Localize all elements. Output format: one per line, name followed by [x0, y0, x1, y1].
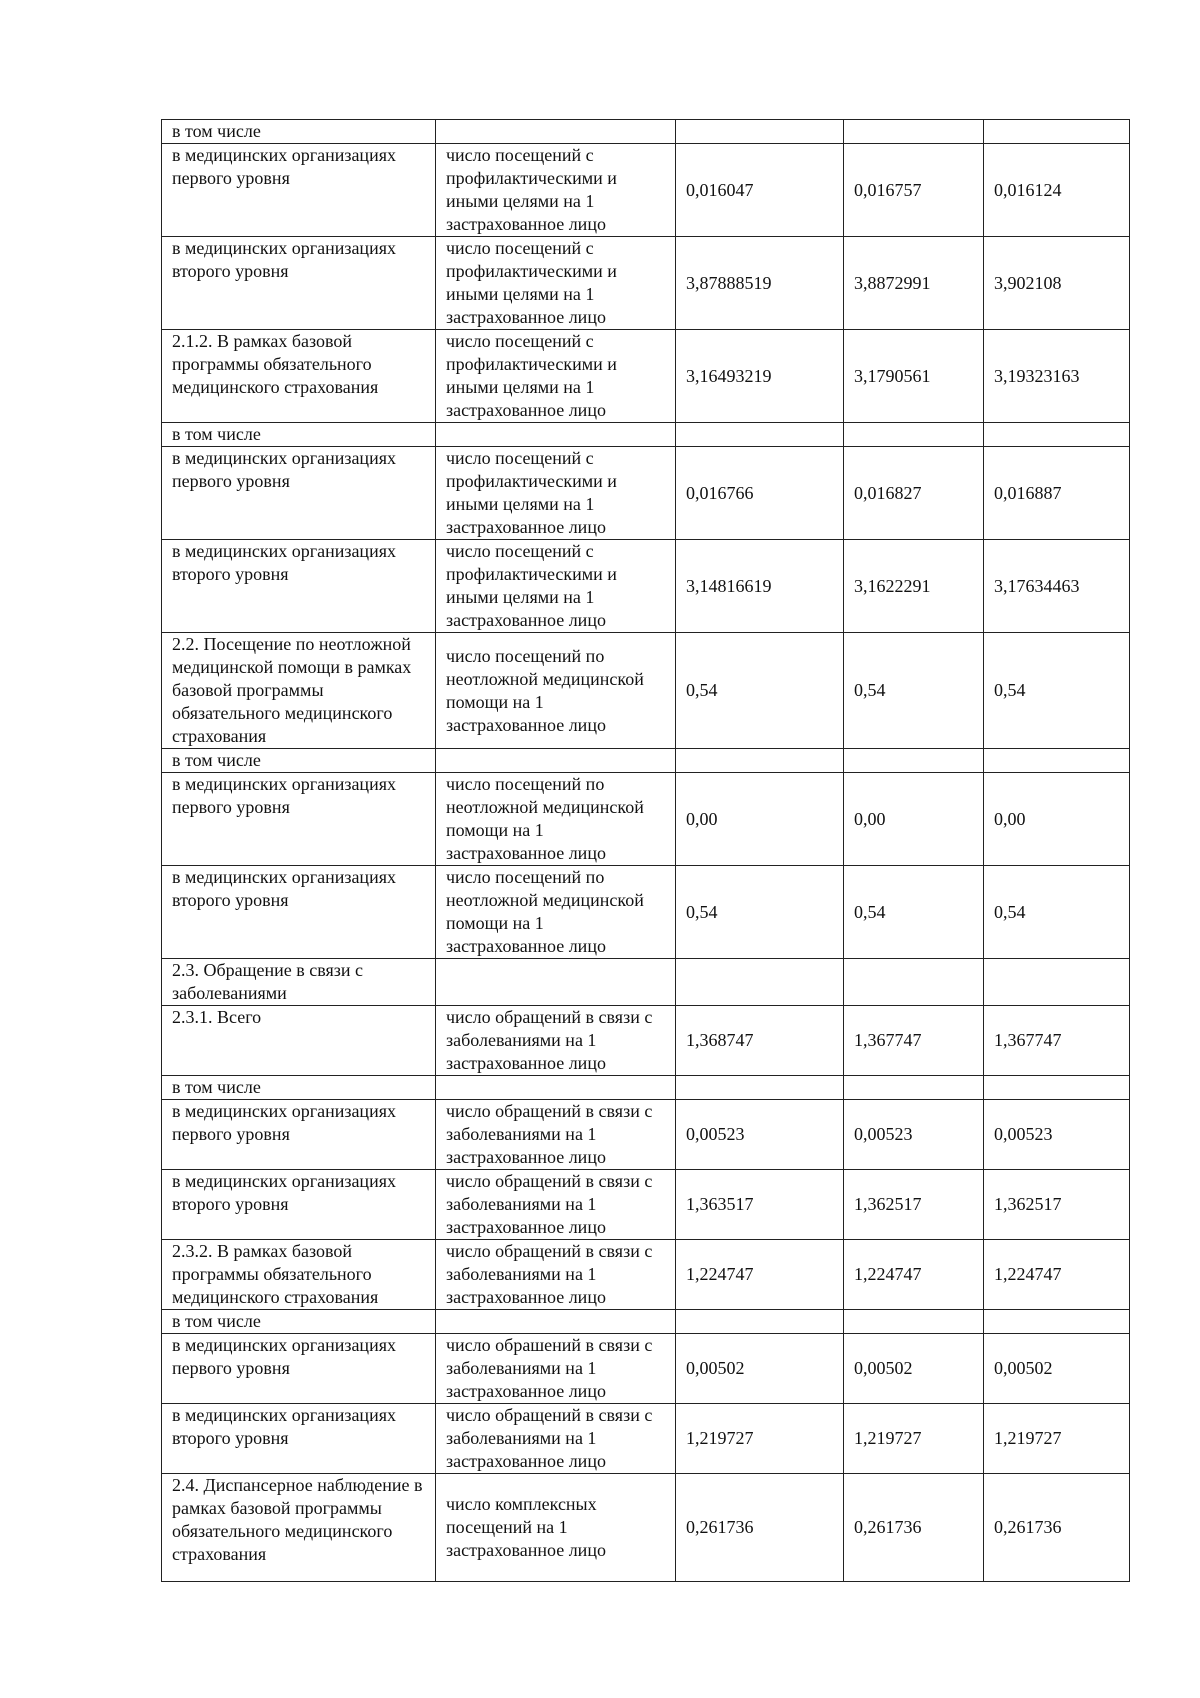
indicator-cell: число посещений с профилактическими и иными целями на 1 застрахованное лицо [436, 330, 676, 423]
value-cell-year-1: 3,16493219 [676, 330, 844, 423]
value-cell-year-2 [844, 749, 984, 773]
value-cell-year-2: 3,1622291 [844, 540, 984, 633]
table-row [162, 866, 1130, 959]
row-name-cell: в медицинских организациях первого уровня [162, 773, 436, 866]
value-cell-year-2: 0,00523 [844, 1100, 984, 1170]
value-cell-year-1 [676, 423, 844, 447]
value-cell-year-2: 0,00 [844, 773, 984, 866]
value-cell-year-1: 1,219727 [676, 1404, 844, 1474]
row-name-cell: в медицинских организациях второго уровня [162, 237, 436, 330]
value-cell-year-3: 0,00502 [984, 1334, 1130, 1404]
value-cell-year-3 [984, 1076, 1130, 1100]
indicator-cell: число обращений в связи с заболеваниями на 1 застрахованное лицо [436, 1170, 676, 1240]
indicator-cell: число посещений с профилактическими и иными целями на 1 застрахованное лицо [436, 237, 676, 330]
value-cell-year-3: 1,219727 [984, 1404, 1130, 1474]
value-cell-year-1: 0,016047 [676, 144, 844, 237]
value-cell-year-2: 0,016827 [844, 447, 984, 540]
indicator-cell: число обращений в связи с заболеваниями на 1 застрахованное лицо [436, 1006, 676, 1076]
value-cell-year-2: 0,261736 [844, 1474, 984, 1582]
value-cell-year-3: 0,016124 [984, 144, 1130, 237]
value-cell-year-1: 1,224747 [676, 1240, 844, 1310]
indicator-cell [436, 749, 676, 773]
indicator-cell [436, 959, 676, 1006]
value-cell-year-1 [676, 120, 844, 144]
row-name-cell: в том числе [162, 749, 436, 773]
value-cell-year-3: 3,19323163 [984, 330, 1130, 423]
indicator-cell: число посещений с профилактическими и иными целями на 1 застрахованное лицо [436, 447, 676, 540]
value-cell-year-2 [844, 423, 984, 447]
row-name-cell: 2.3.2. В рамках базовой программы обязательного медицинского страхования [162, 1240, 436, 1310]
value-cell-year-2: 0,54 [844, 866, 984, 959]
value-cell-year-1: 0,54 [676, 866, 844, 959]
value-cell-year-3 [984, 959, 1130, 1006]
indicator-cell: число посещений по неотложной медицинской помощи на 1 застрахованное лицо [436, 773, 676, 866]
value-cell-year-3: 0,54 [984, 866, 1130, 959]
table-row [162, 1006, 1130, 1076]
table-body [162, 120, 1130, 1582]
value-cell-year-2: 1,362517 [844, 1170, 984, 1240]
row-name-cell: в том числе [162, 423, 436, 447]
value-cell-year-1: 0,261736 [676, 1474, 844, 1582]
table-row [162, 120, 1130, 144]
value-cell-year-2: 0,00502 [844, 1334, 984, 1404]
value-cell-year-3: 1,367747 [984, 1006, 1130, 1076]
row-name-cell: в том числе [162, 1076, 436, 1100]
value-cell-year-3: 0,00 [984, 773, 1130, 866]
value-cell-year-1: 0,00 [676, 773, 844, 866]
value-cell-year-1: 0,016766 [676, 447, 844, 540]
indicator-cell [436, 1310, 676, 1334]
value-cell-year-3: 1,362517 [984, 1170, 1130, 1240]
table-row [162, 1334, 1130, 1404]
value-cell-year-1: 3,87888519 [676, 237, 844, 330]
row-name-cell: 2.2. Посещение по неотложной медицинской помощи в рамках базовой программы обязательного медицинского страхования [162, 633, 436, 749]
indicator-cell: число комплексных посещений на 1 застрахованное лицо [436, 1474, 676, 1582]
table-row [162, 423, 1130, 447]
table-row [162, 1076, 1130, 1100]
value-cell-year-3: 3,17634463 [984, 540, 1130, 633]
value-cell-year-3: 0,54 [984, 633, 1130, 749]
value-cell-year-3 [984, 423, 1130, 447]
row-name-cell: в медицинских организациях второго уровня [162, 1170, 436, 1240]
row-name-cell: в медицинских организациях второго уровня [162, 866, 436, 959]
value-cell-year-1 [676, 1310, 844, 1334]
table-row [162, 1404, 1130, 1474]
value-cell-year-2: 0,54 [844, 633, 984, 749]
row-name-cell: в медицинских организациях первого уровня [162, 1100, 436, 1170]
value-cell-year-3 [984, 1310, 1130, 1334]
row-name-cell: в том числе [162, 120, 436, 144]
table-row [162, 633, 1130, 749]
value-cell-year-3: 0,00523 [984, 1100, 1130, 1170]
row-name-cell: в медицинских организациях первого уровня [162, 447, 436, 540]
value-cell-year-3 [984, 749, 1130, 773]
row-name-cell: 2.1.2. В рамках базовой программы обязательного медицинского страхования [162, 330, 436, 423]
indicator-cell [436, 120, 676, 144]
value-cell-year-1: 0,00502 [676, 1334, 844, 1404]
table-row [162, 447, 1130, 540]
row-name-cell: в медицинских организациях второго уровня [162, 1404, 436, 1474]
value-cell-year-3: 1,224747 [984, 1240, 1130, 1310]
value-cell-year-3: 0,261736 [984, 1474, 1130, 1582]
value-cell-year-1: 0,54 [676, 633, 844, 749]
table-row [162, 144, 1130, 237]
indicator-cell: число посещений по неотложной медицинской помощи на 1 застрахованное лицо [436, 866, 676, 959]
indicator-cell: число обращений в связи с заболеваниями на 1 застрахованное лицо [436, 1240, 676, 1310]
table-row [162, 959, 1130, 1006]
indicator-cell: число посещений по неотложной медицинской помощи на 1 застрахованное лицо [436, 633, 676, 749]
value-cell-year-1 [676, 749, 844, 773]
table-row [162, 330, 1130, 423]
indicator-cell [436, 1076, 676, 1100]
table-row [162, 1240, 1130, 1310]
table-row [162, 1100, 1130, 1170]
value-cell-year-2 [844, 120, 984, 144]
value-cell-year-2: 0,016757 [844, 144, 984, 237]
indicator-cell: число обрашений в связи с заболеваниями на 1 застрахованное лицо [436, 1334, 676, 1404]
value-cell-year-2 [844, 959, 984, 1006]
indicator-cell: число обращений в связи с заболеваниями на 1 застрахованное лицо [436, 1404, 676, 1474]
table-row [162, 749, 1130, 773]
table-row [162, 1170, 1130, 1240]
value-cell-year-1: 0,00523 [676, 1100, 844, 1170]
indicator-cell [436, 423, 676, 447]
row-name-cell: в том числе [162, 1310, 436, 1334]
indicator-cell: число посещений с профилактическими и иными целями на 1 застрахованное лицо [436, 540, 676, 633]
row-name-cell: 2.3. Обращение в связи с заболеваниями [162, 959, 436, 1006]
row-name-cell: 2.4. Диспансерное наблюдение в рамках базовой программы обязательного медицинского страхования [162, 1474, 436, 1582]
data-table [161, 119, 1130, 1582]
value-cell-year-3: 0,016887 [984, 447, 1130, 540]
row-name-cell: в медицинских организациях второго уровня [162, 540, 436, 633]
value-cell-year-2 [844, 1310, 984, 1334]
value-cell-year-2: 1,367747 [844, 1006, 984, 1076]
value-cell-year-1: 1,368747 [676, 1006, 844, 1076]
value-cell-year-3 [984, 120, 1130, 144]
table-row [162, 1474, 1130, 1582]
value-cell-year-1 [676, 1076, 844, 1100]
table-row [162, 540, 1130, 633]
value-cell-year-1: 3,14816619 [676, 540, 844, 633]
indicator-cell: число обращений в связи с заболеваниями на 1 застрахованное лицо [436, 1100, 676, 1170]
row-name-cell: 2.3.1. Всего [162, 1006, 436, 1076]
table-row [162, 1310, 1130, 1334]
value-cell-year-2 [844, 1076, 984, 1100]
table-row [162, 237, 1130, 330]
indicator-cell: число посещений с профилактическими и иными целями на 1 застрахованное лицо [436, 144, 676, 237]
row-name-cell: в медицинских организациях первого уровня [162, 144, 436, 237]
value-cell-year-2: 1,224747 [844, 1240, 984, 1310]
value-cell-year-1 [676, 959, 844, 1006]
value-cell-year-1: 1,363517 [676, 1170, 844, 1240]
value-cell-year-2: 3,1790561 [844, 330, 984, 423]
value-cell-year-2: 1,219727 [844, 1404, 984, 1474]
value-cell-year-2: 3,8872991 [844, 237, 984, 330]
row-name-cell: в медицинских организациях первого уровня [162, 1334, 436, 1404]
value-cell-year-3: 3,902108 [984, 237, 1130, 330]
table-row [162, 773, 1130, 866]
